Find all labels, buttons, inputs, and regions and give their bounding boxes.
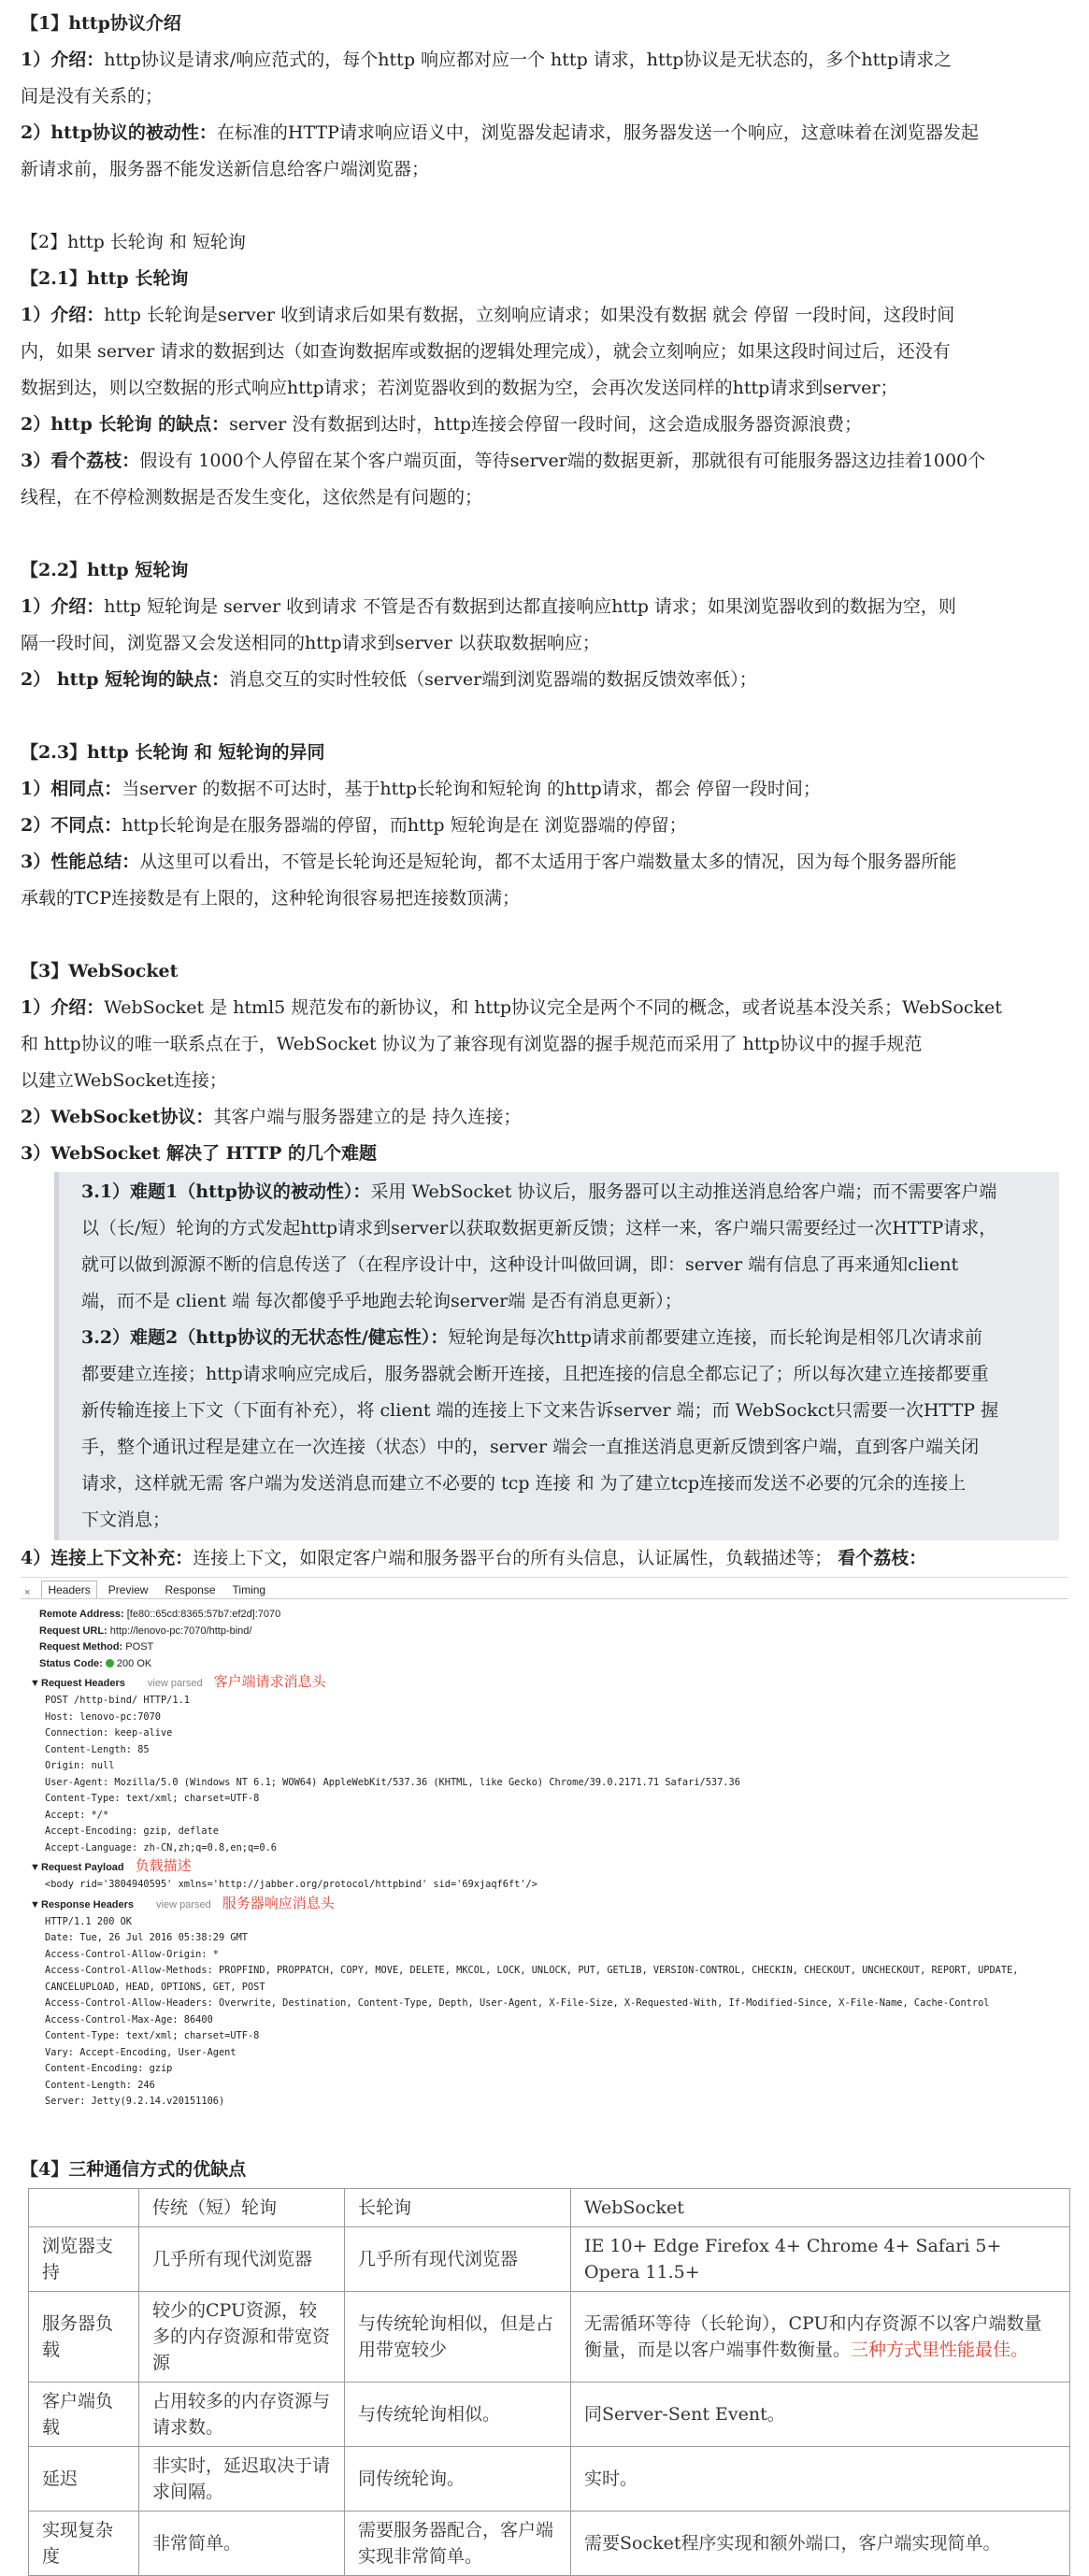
s21-cons-text: server 没有数据到达时，http连接会停留一段时间，这会造成服务器资源浪费； — [229, 414, 862, 435]
s1-intro-cont: 间是没有关系的； — [21, 86, 164, 107]
s1-passive-cont: 新请求前，服务器不能发送新信息给客户端浏览器； — [21, 159, 430, 179]
s21-eg-2: 线程，在不停检测数据是否发生变化，这依然是有问题的； — [21, 487, 483, 508]
q2-5: 请求，这样就无需 客户端为发送消息而建立不必要的 tcp 连接 和 为了建立tcp连接而发送不必要的冗余的连接上 — [81, 1473, 967, 1494]
s3-proto-label: 2）WebSocket协议： — [21, 1107, 214, 1127]
general-value: [fe80::65cd:8365:57b7:ef2d]:7070 — [126, 1609, 281, 1620]
header-line: Access-Control-Allow-Origin: * — [45, 1948, 219, 1960]
table-cell — [571, 2226, 1070, 2291]
request-headers-section[interactable] — [21, 1672, 1068, 1693]
s23-perf-1: 从这里可以看出，不管是长轮询还是短轮询，都不太适用于客户端数量太多的情况，因为每个服务器所能 — [139, 852, 957, 872]
s21-eg — [21, 443, 1068, 479]
s23-same-text: 当server 的数据不可达时，基于http长轮询和短轮询 的http请求，都会 停留一段时间； — [122, 779, 821, 799]
s23-diff — [21, 808, 1068, 844]
s22-cons-text: 消息交互的实时性较低（server端到浏览器端的数据反馈效率低）； — [229, 669, 757, 690]
s3-ctx-label: 4）连接上下文补充： — [21, 1548, 193, 1568]
highlight-text: 三种方式里性能最佳。 — [851, 2339, 1029, 2360]
s23-same-label: 1）相同点： — [21, 779, 122, 799]
comparison-table — [28, 2188, 1070, 2576]
cell-text: 同传统轮询。 — [358, 2468, 466, 2489]
tab-response[interactable]: Response — [165, 1583, 216, 1596]
general-value: http://lenovo-pc:7070/http-bind/ — [109, 1624, 252, 1637]
general-status — [21, 1656, 1068, 1673]
s23-perf-label: 3）性能总结： — [21, 852, 140, 872]
section-1-title: 【1】http协议介绍 — [21, 13, 181, 34]
table-cell — [571, 2446, 1070, 2511]
header-line: Access-Control-Max-Age: 86400 — [45, 2013, 213, 2025]
table-row — [29, 2511, 1070, 2575]
table-cell — [29, 2226, 139, 2291]
q2-1: 短轮询是每次http请求前都要建立连接，而长轮询是相邻几次请求前 — [448, 1327, 983, 1348]
triangle-down-icon: ▼ — [30, 1862, 40, 1873]
s23-diff-text: http长轮询是在服务器端的停留，而http 短轮询是在 浏览器端的停留； — [122, 815, 687, 836]
section-2-title: 【2】http 长轮询 和 短轮询 — [21, 232, 246, 252]
header-line: Content-Type: text/xml; charset=UTF-8 — [45, 1793, 260, 1804]
response-note: 服务器响应消息头 — [222, 1894, 335, 1911]
tab-timing[interactable]: Timing — [232, 1583, 266, 1596]
s23-perf — [21, 844, 1068, 880]
s21-intro — [21, 297, 1068, 334]
q1-3: 就可以做到源源不断的信息传送了（在程序设计中，这种设计叫做回调，即：server 端有信息了再来通知client — [81, 1254, 959, 1275]
table-cell — [345, 2382, 571, 2446]
section-2-1-title: 【2.1】http 长轮询 — [21, 268, 189, 289]
table-cell — [571, 2291, 1070, 2382]
section-4-title: 【4】三种通信方式的优缺点 — [21, 2158, 247, 2180]
s3-intro-1: WebSocket 是 html5 规范发布的新协议，和 http协议完全是两个不同的概念，或者说基本没关系；WebSocket — [104, 997, 1002, 1018]
table-cell — [345, 2291, 571, 2382]
q2-label: 3.2）难题2（http协议的无状态性/健忘性）： — [81, 1327, 449, 1348]
s21-cons-label: 2）http 长轮询 的缺点： — [21, 414, 230, 435]
table-header-row — [29, 2188, 1070, 2226]
header-line: Host: lenovo-pc:7070 — [45, 1710, 161, 1723]
table-cell — [139, 2291, 345, 2382]
s22-cons — [21, 662, 1068, 698]
response-headers-label: Response Headers — [41, 1898, 135, 1911]
q1 — [81, 1174, 1050, 1210]
cell-text: 较少的CPU资源，较多的内存资源和带宽资源 — [152, 2299, 331, 2373]
q2-3: 新传输连接上下文（下面有补充），将 client 端的连接上下文来告诉server 端；而 WebSockct只需要一次HTTP 握 — [81, 1400, 999, 1421]
header-line: HTTP/1.1 200 OK — [45, 1915, 132, 1927]
general-key: Request Method: — [39, 1641, 123, 1653]
s1-passive-text: 在标准的HTTP请求响应语义中，浏览器发起请求，服务器发送一个响应，这意味着在浏览器发起 — [216, 122, 979, 143]
cell-text: 实现复杂度 — [42, 2519, 114, 2567]
request-header-lines — [21, 1693, 1068, 1856]
cell-text: 延迟 — [42, 2468, 79, 2489]
table-row — [29, 2291, 1070, 2382]
table-cell — [29, 2511, 139, 2575]
cell-text: 与传统轮询相似。 — [358, 2403, 501, 2425]
q1-1: 采用 WebSocket 协议后，服务器可以主动推送消息给客户端；而不需要客户端 — [370, 1181, 997, 1202]
table-cell — [345, 2226, 571, 2291]
payload-line: <body rid='3804940595' xmlns='http://jabber.org/protocol/httpbind' sid='69xjaqf6ft'/> — [45, 1879, 537, 1890]
table-row — [29, 2382, 1070, 2446]
cell-text: 需要服务器配合，客户端实现非常简单。 — [358, 2519, 554, 2567]
cell-text: 浏览器支持 — [42, 2235, 114, 2283]
s3-proto — [21, 1099, 1068, 1136]
cell-text: 同Server-Sent Event。 — [584, 2403, 785, 2425]
header-line: Server: Jetty(9.2.14.v20151106) — [45, 2096, 225, 2107]
table-cell — [571, 2511, 1070, 2575]
cell-text: IE 10+ Edge Firefox 4+ Chrome 4+ Safari 5+ Opera 11.5+ — [584, 2235, 1002, 2283]
devtools-tabs — [21, 1578, 1068, 1599]
table-row — [29, 2226, 1070, 2291]
table-cell — [345, 2511, 571, 2575]
cell-text: 与传统轮询相似，但是占用带宽较少 — [358, 2312, 554, 2360]
s3-ctx-text: 连接上下文，如限定客户端和服务器平台的所有头信息，认证属性，负载描述等； — [193, 1548, 833, 1568]
s3-intro-label: 1）介绍： — [21, 997, 105, 1018]
s21-cons — [21, 407, 1068, 443]
header-line: Content-Type: text/xml; charset=UTF-8 — [45, 2030, 260, 2041]
table-header-cell: 传统（短）轮询 — [139, 2188, 345, 2226]
header-line: Date: Tue, 26 Jul 2016 05:38:29 GMT — [45, 1932, 248, 1943]
table-cell — [139, 2226, 345, 2291]
section-2-3-title: 【2.3】http 长轮询 和 短轮询的异同 — [21, 742, 325, 763]
s22-intro-1: http 短轮询是 server 收到请求 不管是否有数据到达都直接响应http 请求；如果浏览器收到的数据为空，则 — [104, 596, 956, 617]
header-line: Content-Length: 246 — [45, 2079, 155, 2091]
request-headers-label: Request Headers — [41, 1678, 125, 1689]
general-value: POST — [125, 1641, 154, 1653]
s3-ctx-eg: 看个荔枝： — [838, 1548, 927, 1568]
section-3-title: 【3】WebSocket — [21, 961, 179, 981]
s3-intro — [21, 990, 1068, 1026]
s21-intro-label: 1）介绍： — [21, 305, 105, 325]
cell-text: 占用较多的内存资源与请求数。 — [152, 2390, 331, 2438]
request-payload-section[interactable] — [21, 1856, 1068, 1877]
table-cell — [345, 2446, 571, 2511]
header-line: Access-Control-Allow-Headers: Overwrite, Destination, Content-Type, Depth, User-Agent, X-File-Size, X-Requested-With, If-Modified-Since, X-File-Name, Cache-Control — [45, 1997, 990, 2009]
s3-intro-3: 以建立WebSocket连接； — [21, 1070, 227, 1091]
header-line: Vary: Accept-Encoding, User-Agent — [45, 2046, 236, 2058]
general-remote — [21, 1607, 1068, 1624]
general-value: 200 OK — [116, 1657, 152, 1669]
s23-diff-label: 2）不同点： — [21, 815, 122, 836]
s3-proto-text: 其客户端与服务器建立的是 持久连接； — [213, 1107, 522, 1127]
table-header-cell — [29, 2188, 139, 2226]
header-line: User-Agent: Mozilla/5.0 (Windows NT 6.1; WOW64) AppleWebKit/537.36 (KHTML, like Gecko) Chrome/39.0.2171.71 Safari/537.36 — [45, 1776, 740, 1788]
request-note: 客户端请求消息头 — [213, 1673, 326, 1690]
table-cell — [139, 2446, 345, 2511]
header-line: Origin: null — [45, 1760, 115, 1771]
response-header-lines — [21, 1914, 1068, 2111]
header-line: CANCELUPLOAD, HEAD, OPTIONS, GET, POST — [45, 1981, 265, 1993]
triangle-down-icon: ▼ — [30, 1898, 40, 1911]
general-key: Request URL: — [39, 1624, 107, 1637]
cell-text: 服务器负载 — [42, 2312, 114, 2360]
payload-note: 负载描述 — [135, 1857, 192, 1874]
general-key: Status Code: — [39, 1657, 103, 1669]
table-header-cell: WebSocket — [571, 2188, 1070, 2226]
cell-text: 几乎所有现代浏览器 — [152, 2248, 313, 2269]
cell-text: 非常简单。 — [152, 2532, 242, 2554]
s21-eg-label: 3）看个荔枝： — [21, 451, 140, 471]
s22-intro-2: 隔一段时间，浏览器又会发送相同的http请求到server 以获取数据响应； — [21, 633, 600, 653]
q2 — [81, 1320, 1050, 1356]
tab-preview[interactable]: Preview — [107, 1583, 149, 1596]
s23-same — [21, 771, 1068, 808]
table-cell — [571, 2382, 1070, 2446]
cell-text: 无需循环等待（长轮询），CPU和内存资源不以客户端数量衡量，而是以客户端事件数衡量。 — [584, 2312, 1042, 2360]
table-cell — [139, 2511, 345, 2575]
section-2-2-title: 【2.2】http 短轮询 — [21, 560, 189, 580]
table-cell — [29, 2382, 139, 2446]
response-headers-section[interactable] — [21, 1894, 1068, 1914]
header-line: Accept-Language: zh-CN,zh;q=0.8,en;q=0.6 — [45, 1841, 277, 1853]
view-parsed-link[interactable]: view parsed — [147, 1678, 203, 1689]
header-line: Connection: keep-alive — [45, 1727, 173, 1739]
payload-label: Request Payload — [41, 1862, 124, 1873]
header-line: Accept: */* — [45, 1809, 109, 1821]
q1-4: 端，而不是 client 端 每次都傻乎乎地跑去轮询server端 是否有消息更新）； — [81, 1291, 682, 1311]
s21-eg-1: 假设有 1000个人停留在某个客户端页面，等待server端的数据更新，那就很有可能服务器这边挂着1000个 — [139, 451, 986, 471]
table-cell — [29, 2446, 139, 2511]
q1-2: 以（长/短）轮询的方式发起http请求到server以获取数据更新反馈；这样一来，客户端只需要经过一次HTTP请求， — [81, 1218, 997, 1238]
cell-text: 实时。 — [584, 2468, 638, 2489]
s1-intro-text: http协议是请求/响应范式的，每个http 响应都对应一个 http 请求，http协议是无状态的，多个http请求之 — [104, 50, 953, 70]
view-parsed-link[interactable]: view parsed — [156, 1898, 211, 1911]
s3-intro-2: 和 http协议的唯一联系点在于，WebSocket 协议为了兼容现有浏览器的握手规范而采用了 http协议中的握手规范 — [21, 1034, 923, 1054]
q2-6: 下文消息； — [81, 1510, 171, 1530]
s1-passive — [21, 115, 1068, 151]
q2-4: 手，整个通讯过程是建立在一次连接（状态）中的，server 端会一直推送消息更新反馈到客户端，直到客户端关闭 — [81, 1437, 980, 1457]
s23-perf-2: 承载的TCP连接数是有上限的，这种轮询很容易把连接数顶满； — [21, 888, 520, 909]
s21-intro-2: 内，如果 server 请求的数据到达（如查询数据库或数据的逻辑处理完成），就会立刻响应；如果这段时间过后，还没有 — [21, 341, 951, 362]
general-key: Remote Address: — [39, 1609, 124, 1620]
header-line: Accept-Encoding: gzip, deflate — [45, 1825, 219, 1837]
cell-text: 非实时，延迟取决于请求间隔。 — [152, 2454, 331, 2502]
header-line: POST /http-bind/ HTTP/1.1 — [45, 1695, 190, 1706]
cell-text: 几乎所有现代浏览器 — [358, 2248, 519, 2269]
table-header-cell: 长轮询 — [345, 2188, 571, 2226]
q2-2: 都要建立连接；http请求响应完成后，服务器就会断开连接，且把连接的信息全都忘记了；所以每次建立连接都要重 — [81, 1364, 989, 1384]
table-row — [29, 2446, 1070, 2511]
header-line: Content-Length: 85 — [45, 1743, 150, 1755]
cell-text: 客户端负载 — [42, 2390, 114, 2438]
general-method — [21, 1639, 1068, 1656]
s21-intro-3: 数据到达，则以空数据的形式响应http请求；若浏览器收到的数据为空，会再次发送同样的http请求到server； — [21, 378, 898, 398]
s1-passive-label: 2）http协议的被动性： — [21, 122, 217, 143]
general-url — [21, 1624, 1068, 1640]
s1-intro — [21, 42, 1068, 79]
devtools-panel — [21, 1577, 1068, 2111]
s1-intro-label: 1）介绍： — [21, 50, 105, 70]
header-line: Access-Control-Allow-Methods: PROPFIND, PROPPATCH, COPY, MOVE, DELETE, MKCOL, LOCK, UNLOCK, PUT, GETLIB, VERSION-CONTROL, CHECKIN, CHECKOUT, UNCHECKOUT, REPORT, UPDATE, — [45, 1965, 1019, 1976]
tab-headers[interactable]: Headers — [41, 1581, 96, 1598]
table-cell — [29, 2291, 139, 2382]
s3-solve-label: 3）WebSocket 解决了 HTTP 的几个难题 — [21, 1143, 378, 1164]
s21-intro-1: http 长轮询是server 收到请求后如果有数据，立刻响应请求；如果没有数据 就会 停留 一段时间，这段时间 — [104, 305, 955, 325]
s3-ctx — [21, 1540, 1068, 1577]
cell-text: 需要Socket程序实现和额外端口，客户端实现简单。 — [584, 2532, 1001, 2554]
status-ok-icon — [106, 1659, 114, 1667]
triangle-down-icon: ▼ — [30, 1678, 40, 1689]
s22-cons-label: 2） http 短轮询的缺点： — [21, 669, 230, 690]
q1-label: 3.1）难题1（http协议的被动性）： — [81, 1181, 371, 1202]
blockquote — [54, 1172, 1059, 1540]
s22-intro-label: 1）介绍： — [21, 596, 105, 617]
close-icon[interactable]: × — [24, 1587, 31, 1598]
header-line: Content-Encoding: gzip — [45, 2063, 173, 2074]
s22-intro — [21, 589, 1068, 625]
table-cell — [139, 2382, 345, 2446]
